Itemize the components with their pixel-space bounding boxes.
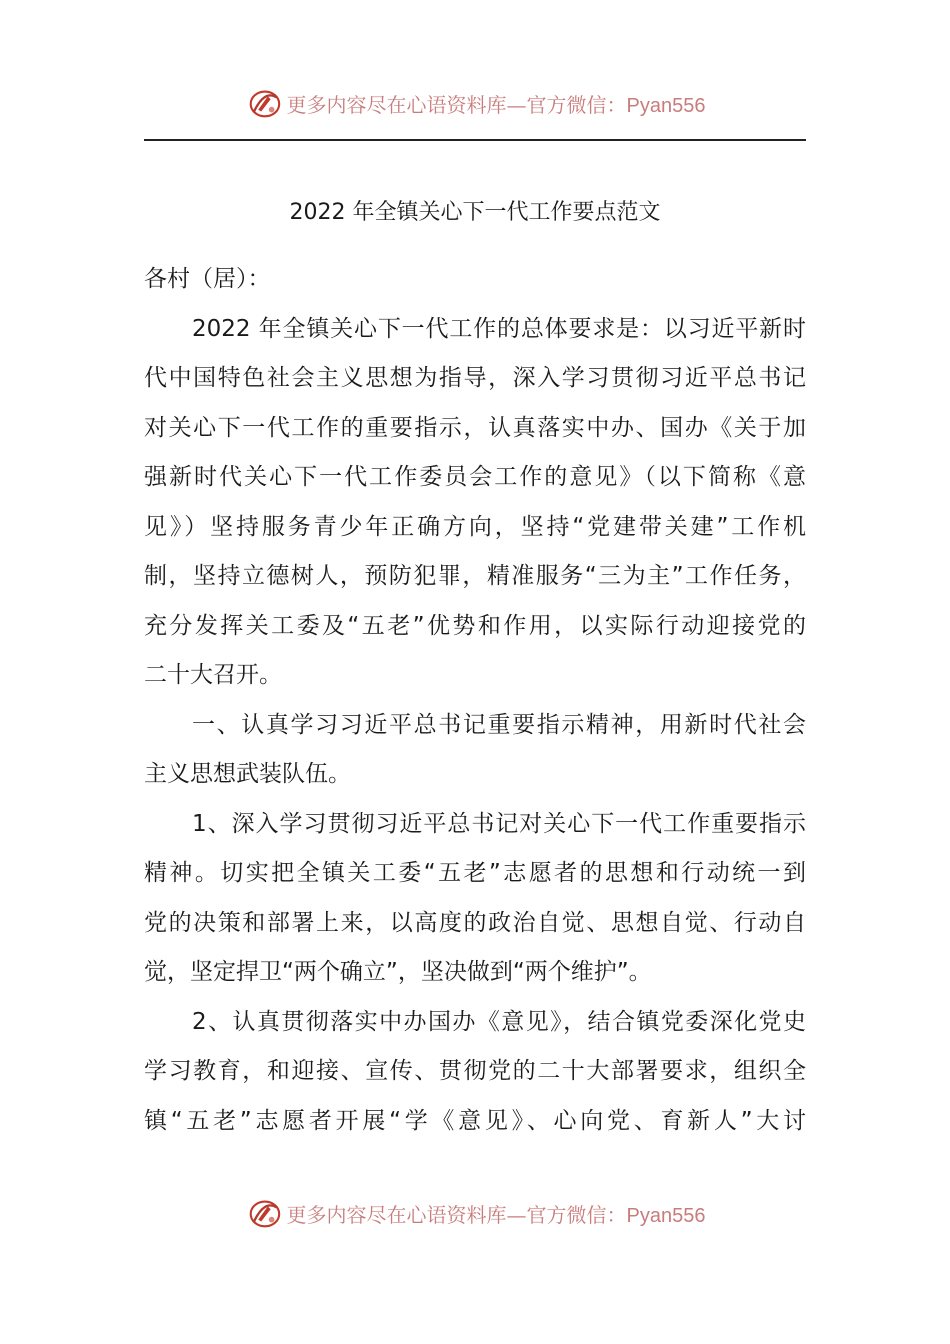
body-line: 2022 年全镇关心下一代工作的总体要求是：以习近平新时 bbox=[192, 315, 806, 342]
document-body bbox=[144, 255, 806, 1146]
footer-wechat-id: Pyan556 bbox=[626, 1204, 706, 1227]
header-banner-text: 更多内容尽在心语资料库—官方微信：Pyan556 bbox=[286, 92, 706, 117]
logo-icon bbox=[245, 1194, 283, 1232]
logo-icon bbox=[245, 84, 283, 122]
body-line: 强新时代关心下一代工作委员会工作的意见》（以下简称《意 bbox=[144, 464, 806, 490]
body-line: 觉，坚定捍卫“两个确立”，坚决做到“两个维护”。 bbox=[144, 959, 652, 985]
salutation: 各村（居）： bbox=[144, 266, 271, 292]
body-line: 学习教育，和迎接、宣传、贯彻党的二十大部署要求，组织全 bbox=[144, 1058, 806, 1084]
body-line: 1、深入学习贯彻习近平总书记对关心下一代工作重要指示 bbox=[192, 810, 806, 837]
body-line: 充分发挥关工委及“五老”优势和作用，以实际行动迎接党的 bbox=[144, 612, 806, 639]
body-line: 见》）坚持服务青少年正确方向，坚持“党建带关建”工作机 bbox=[144, 513, 806, 540]
body-line: 2、认真贯彻落实中办国办《意见》，结合镇党委深化党史 bbox=[192, 1008, 806, 1035]
section-heading: 一、认真学习习近平总书记重要指示精神，用新时代社会 bbox=[192, 711, 806, 738]
body-line: 二十大召开。 bbox=[144, 662, 282, 688]
section-heading: 主义思想武装队伍。 bbox=[144, 761, 351, 787]
header-banner bbox=[0, 80, 950, 126]
body-line: 制，坚持立德树人，预防犯罪，精准服务“三为主”工作任务， bbox=[144, 563, 806, 589]
body-line: 对关心下一代工作的重要指示，认真落实中办、国办《关于加 bbox=[144, 414, 806, 441]
footer-banner-text: 更多内容尽在心语资料库—官方微信：Pyan556 bbox=[286, 1202, 706, 1227]
header-divider bbox=[144, 139, 806, 141]
body-line: 镇“五老”志愿者开展“学《意见》、心向党、育新人”大讨 bbox=[144, 1107, 806, 1134]
body-line: 代中国特色社会主义思想为指导，深入学习贯彻习近平总书记 bbox=[144, 365, 806, 391]
body-line: 精神。切实把全镇关工委“五老”志愿者的思想和行动统一到 bbox=[144, 860, 806, 886]
body-line: 党的决策和部署上来，以高度的政治自觉、思想自觉、行动自 bbox=[144, 909, 806, 936]
header-wechat-id: Pyan556 bbox=[626, 94, 706, 117]
document-title: 2022 年全镇关心下一代工作要点范文 bbox=[289, 200, 661, 225]
footer-banner bbox=[0, 1190, 950, 1236]
